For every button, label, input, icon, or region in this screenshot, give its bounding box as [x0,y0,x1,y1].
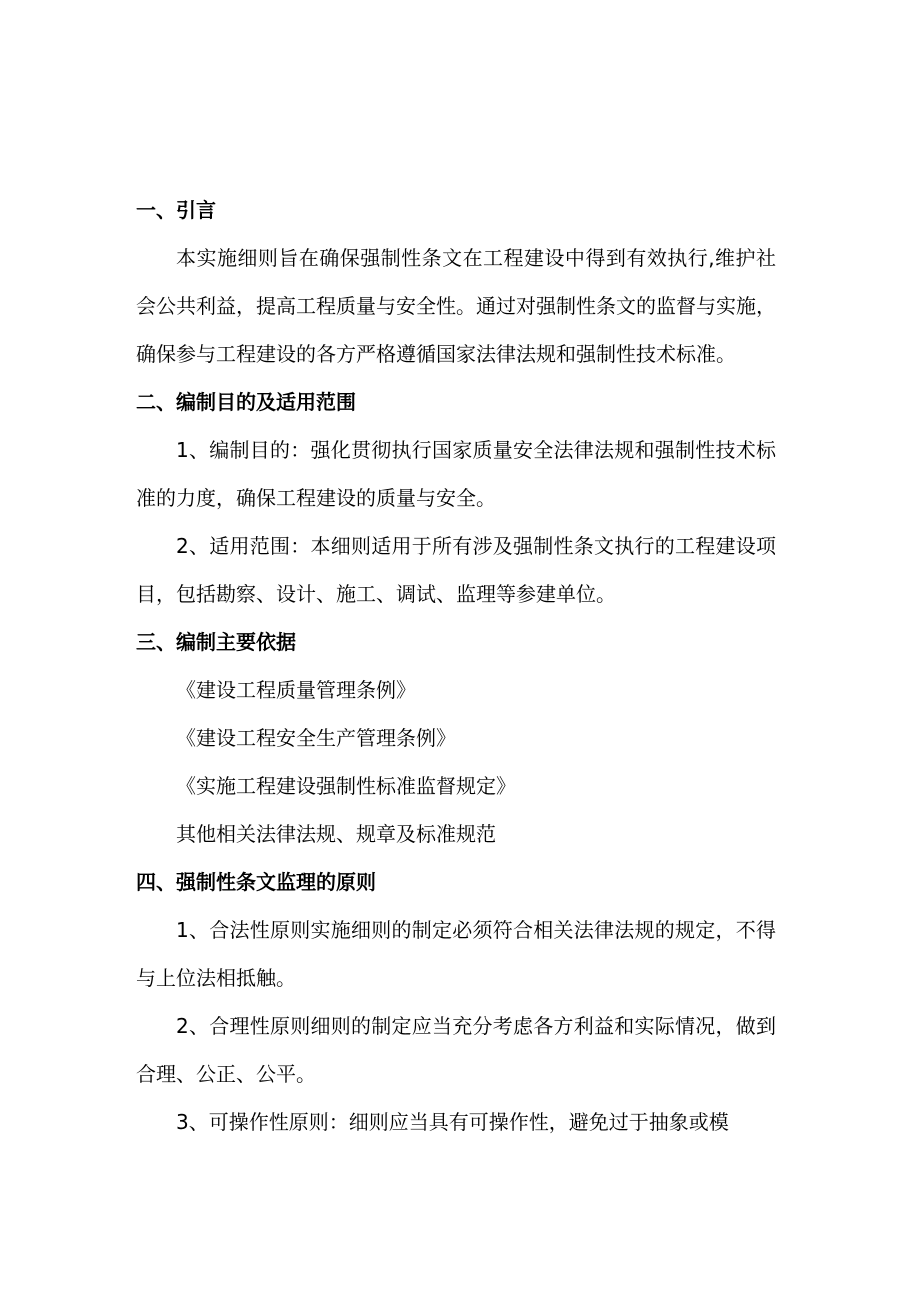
paragraph-legality-principle: 1、合法性原则实施细则的制定必须符合相关法律法规的规定，不得与上位法相抵触。 [136,918,776,990]
section-heading-principles: 四、强制性条文监理的原则 [136,870,376,894]
paragraph-scope: 2、适用范围：本细则适用于所有涉及强制性条文执行的工程建设项目，包括勘察、设计、施工、调试、监理等参建单位。 [136,534,776,606]
paragraph-purpose: 1、编制目的：强化贯彻执行国家质量安全法律法规和强制性技术标准的力度，确保工程建设的质量与安全。 [136,438,776,510]
reference-item: 《实施工程建设强制性标准监督规定》 [176,774,516,798]
section-heading-basis: 三、编制主要依据 [136,630,296,654]
section-heading-introduction: 一、引言 [136,198,216,222]
document-body [136,186,776,1146]
paragraph-operability-principle: 3、可操作性原则：细则应当具有可操作性，避免过于抽象或模 [176,1110,729,1134]
section-heading-purpose-scope: 二、编制目的及适用范围 [136,390,356,414]
paragraph-introduction: 本实施细则旨在确保强制性条文在工程建设中得到有效执行,维护社会公共利益，提高工程质量与安全性。通过对强制性条文的监督与实施，确保参与工程建设的各方严格遵循国家法律法规和强制性技术标准。 [136,246,776,366]
reference-item: 《建设工程质量管理条例》 [176,678,416,702]
reference-item: 《建设工程安全生产管理条例》 [176,726,456,750]
reference-item-other: 其他相关法律法规、规章及标准规范 [176,822,496,846]
paragraph-rationality-principle: 2、合理性原则细则的制定应当充分考虑各方利益和实际情况，做到合理、公正、公平。 [136,1014,776,1086]
